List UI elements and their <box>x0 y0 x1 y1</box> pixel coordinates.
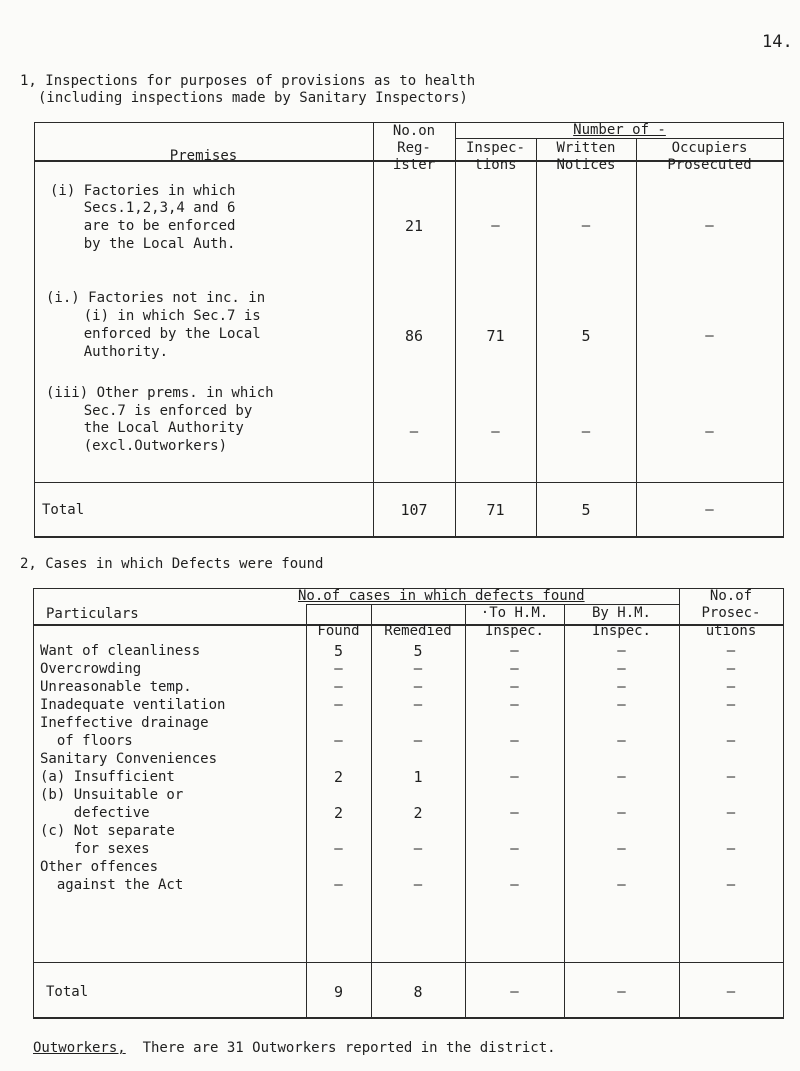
cell-inspections: 71 <box>486 327 505 345</box>
row-label-line: (excl.Outworkers) <box>50 438 228 454</box>
cell-remedied: — <box>413 841 423 857</box>
row-label-line: Secs.1,2,3,4 and 6 <box>50 200 236 216</box>
cell-remedied: — <box>413 733 423 749</box>
header-to-hm-1: ·To H.M. <box>480 605 549 621</box>
cell-to-hm: — <box>510 697 519 713</box>
particulars-line: of floors <box>40 733 133 749</box>
cell-by-hm: — <box>617 661 626 677</box>
cell-prosecutions: — <box>726 733 736 749</box>
header-prosec-3: utions <box>705 623 757 639</box>
cell-by-hm: — <box>617 877 626 893</box>
cell-remedied: 5 <box>413 642 423 660</box>
cell-remedied: 2 <box>413 804 423 822</box>
header-particulars: Particulars <box>46 606 139 622</box>
section2-heading: 2, Cases in which Defects were found <box>20 556 324 572</box>
cell-remedied: — <box>413 697 423 713</box>
cell-found: 5 <box>333 642 344 660</box>
total-label: Total <box>42 502 85 518</box>
cell-to-hm: — <box>510 841 519 857</box>
cell-found: — <box>334 697 343 713</box>
header-notices-1: Written <box>556 140 616 156</box>
cell-remedied: — <box>413 877 423 893</box>
cell-prosecutions: — <box>726 697 736 713</box>
cell-prosecutions: — <box>726 661 736 677</box>
section1-heading-line2: (including inspections made by Sanitary Inspectors) <box>38 90 468 106</box>
cell-by-hm: — <box>617 643 626 659</box>
header-reg: Reg- <box>397 140 431 156</box>
particulars-line: for sexes <box>40 841 150 857</box>
cell-remedied: — <box>413 679 423 695</box>
cell-register: — <box>409 424 419 440</box>
row-label-line: by the Local Auth. <box>50 236 236 252</box>
cell-prosecuted: — <box>705 328 714 344</box>
cell-register: 21 <box>404 217 424 235</box>
cell-found: — <box>334 733 343 749</box>
cell-found: 2 <box>333 768 344 786</box>
page-number: 14. <box>762 32 793 52</box>
particulars-line: Sanitary Conveniences <box>40 751 218 767</box>
cell-by-hm: — <box>617 733 626 749</box>
cell-remedied: — <box>413 661 423 677</box>
header-prosec-1: No.of <box>709 588 753 604</box>
particulars-line: defective <box>40 805 150 821</box>
cell-by-hm: — <box>617 841 626 857</box>
cell-found: — <box>334 679 343 695</box>
cell-remedied: 1 <box>413 768 423 786</box>
particulars-line: Overcrowding <box>40 661 142 677</box>
cell-to-hm: — <box>510 877 519 893</box>
total-inspections: 71 <box>486 501 505 519</box>
row-label-line: are to be enforced <box>50 218 236 234</box>
cell-found: — <box>334 877 343 893</box>
outworkers-label: Outworkers, <box>33 1040 126 1056</box>
cell-prosecuted: — <box>705 424 714 440</box>
row-label-line: enforced by the Local <box>50 326 261 342</box>
particulars-line: Inadequate ventilation <box>40 697 226 713</box>
cell-prosecutions: — <box>726 805 736 821</box>
cell-prosecuted: — <box>705 218 714 234</box>
cell-to-hm: — <box>510 733 519 749</box>
cell-prosecutions: — <box>726 679 736 695</box>
cell-by-hm: — <box>617 679 626 695</box>
total-prosecutions: — <box>726 984 736 1000</box>
cell-found: 2 <box>333 804 344 822</box>
header-premises: Premises <box>169 148 238 164</box>
cell-by-hm: — <box>617 805 626 821</box>
total-notices: 5 <box>581 501 591 519</box>
cell-found: — <box>334 661 343 677</box>
outworkers-note <box>33 1040 556 1057</box>
particulars-line: Want of cleanliness <box>40 643 201 659</box>
cell-prosecutions: — <box>726 841 736 857</box>
row-label-line: the Local Authority <box>50 420 244 436</box>
row-label-line: (i) in which Sec.7 is <box>50 308 261 324</box>
row-label-line: (i.) Factories not inc. in <box>46 290 266 306</box>
cell-to-hm: — <box>510 805 519 821</box>
cell-register: 86 <box>404 327 424 345</box>
header-occupiers-1: Occupiers <box>671 140 748 156</box>
particulars-line: (c) Not separate <box>40 823 175 839</box>
particulars-line: (a) Insufficient <box>40 769 175 785</box>
cell-prosecutions: — <box>726 769 736 785</box>
header-by-hm-1: By H.M. <box>591 605 651 621</box>
section1-heading-line1: 1, Inspections for purposes of provisions as to health <box>20 73 476 89</box>
particulars-line: Unreasonable temp. <box>40 679 192 695</box>
header-cases-group: No.of cases in which defects found <box>298 588 585 604</box>
row-label-line: (iii) Other prems. in which <box>46 385 274 401</box>
row-label-line: (i) Factories in which <box>50 183 236 199</box>
cell-to-hm: — <box>510 769 519 785</box>
cell-by-hm: — <box>617 769 626 785</box>
total-prosecuted: — <box>705 502 714 518</box>
cell-notices: 5 <box>581 327 591 345</box>
cell-found: — <box>334 841 343 857</box>
total-found: 9 <box>333 983 344 1001</box>
cell-inspections: — <box>491 424 500 440</box>
particulars-line: against the Act <box>40 877 184 893</box>
cell-to-hm: — <box>510 679 519 695</box>
header-inspections-2: tions <box>474 157 517 173</box>
header-inspections-1: Inspec- <box>465 140 525 156</box>
header-number-of: Number of - <box>573 122 666 138</box>
header-remedied: Remedied <box>384 623 452 639</box>
total-by-hm: — <box>617 984 626 1000</box>
header-notices-2: Notices <box>556 157 616 173</box>
header-prosec-2: Prosec- <box>701 605 761 621</box>
cell-to-hm: — <box>510 643 519 659</box>
outworkers-text: There are 31 Outworkers reported in the district. <box>142 1040 556 1056</box>
cell-prosecutions: — <box>726 643 736 659</box>
total-label: Total <box>46 984 89 1000</box>
total-register: 107 <box>400 501 428 519</box>
cell-notices: — <box>581 424 591 440</box>
particulars-line: (b) Unsuitable or <box>40 787 184 803</box>
cell-to-hm: — <box>510 661 519 677</box>
header-to-hm-2: Inspec. <box>484 623 544 639</box>
header-no-on: No.on <box>392 123 436 139</box>
cell-by-hm: — <box>617 697 626 713</box>
particulars-line: Other offences <box>40 859 159 875</box>
header-found: Found <box>317 623 360 639</box>
row-label-line: Sec.7 is enforced by <box>50 403 253 419</box>
total-to-hm: — <box>510 984 519 1000</box>
row-label-line: Authority. <box>50 344 169 360</box>
header-by-hm-2: Inspec. <box>591 623 651 639</box>
particulars-line: Ineffective drainage <box>40 715 209 731</box>
header-ister: ister <box>392 157 436 173</box>
cell-inspections: — <box>491 218 500 234</box>
cell-notices: — <box>581 218 591 234</box>
total-remedied: 8 <box>413 983 423 1001</box>
header-occupiers-2: Prosecuted <box>667 157 752 173</box>
cell-prosecutions: — <box>726 877 736 893</box>
